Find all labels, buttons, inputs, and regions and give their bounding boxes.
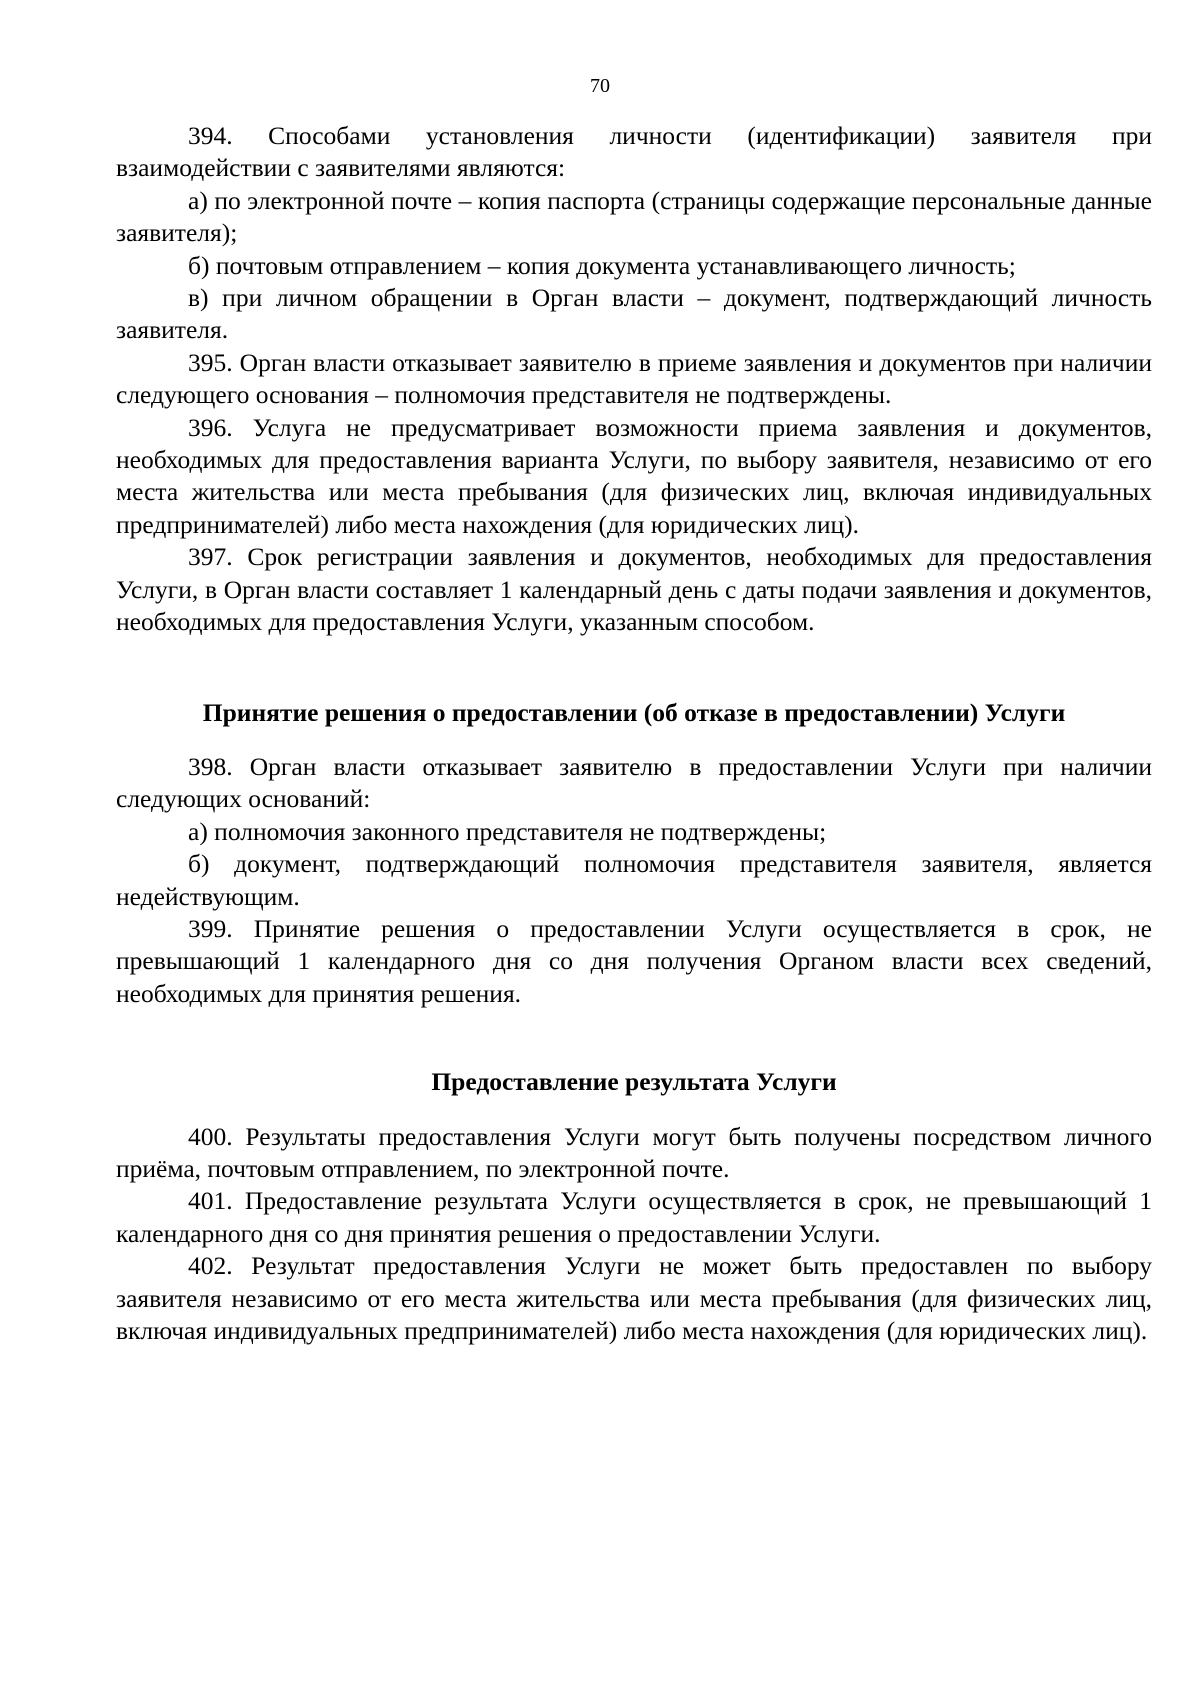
list-item-a: а) по электронной почте – копия паспорта (страницы содержащие персональные данные заявителя); [116,185,1152,248]
document-body [116,120,1152,1347]
paragraph-398: 398. Орган власти отказывает заявителю в предоставлении Услуги при наличии следующих оснований: [116,751,1152,814]
paragraph-394: 394. Способами установления личности (идентификации) заявителя при взаимодействии с заявителями являются: [116,121,1152,183]
list-item-a: а) полномочия законного представителя не подтверждены; [188,816,827,846]
paragraph-401: 401. Предоставление результата Услуги осуществляется в срок, не превышающий 1 календарного дня со дня принятия решения о предоставлении Услуги. [116,1186,1152,1248]
list-item-v: в) при личном обращении в Орган власти – документ, подтверждающий личность заявителя. [116,283,1152,345]
section-decision [116,697,1152,1011]
page-number: 70 [590,75,610,97]
section-heading-decision: Принятие решения о предоставлении (об отказе в предоставлении) Услуги [202,697,1066,727]
section-heading-result: Предоставление результата Услуги [431,1067,837,1097]
section-identification [116,120,1152,639]
paragraph-402: 402. Результат предоставления Услуги не может быть предоставлен по выбору заявителя независимо от его места жительства или места пребывания (для физических лиц, включая индивидуальных предпринимателей) либо места нахождения (для юридических лиц). [116,1251,1152,1345]
paragraph-399: 399. Принятие решения о предоставлении Услуги осуществляется в срок, не превышающий 1 календарного дня со дня получения Органом власти всех сведений, необходимых для принятия решения. [116,913,1152,1008]
paragraph-395: 395. Орган власти отказывает заявителю в приеме заявления и документов при наличии следующего основания – полномочия представителя не подтверждены. [116,347,1152,410]
paragraph-397: 397. Срок регистрации заявления и документов, необходимых для предоставления Услуги, в Орган власти составляет 1 календарный день с даты подачи заявления и документов, необходимых для предоставления Услуги, указанным способом. [116,542,1152,637]
list-item-b: б) почтовым отправлением – копия документа устанавливающего личность; [188,250,1016,280]
paragraph-396: 396. Услуга не предусматривает возможности приема заявления и документов, необходимых для предоставления варианта Услуги, по выбору заявителя, независимо от его места жительства или места пребывания (для физических лиц, включая индивидуальных предпринимателей) либо места нахождения (для юридических лиц). [116,412,1152,539]
paragraph-400: 400. Результаты предоставления Услуги могут быть получены посредством личного приёма, почтовым отправлением, по электронной почте. [116,1121,1152,1183]
list-item-b: б) документ, подтверждающий полномочия представителя заявителя, является недействующим. [116,849,1152,911]
section-result [116,1066,1152,1347]
